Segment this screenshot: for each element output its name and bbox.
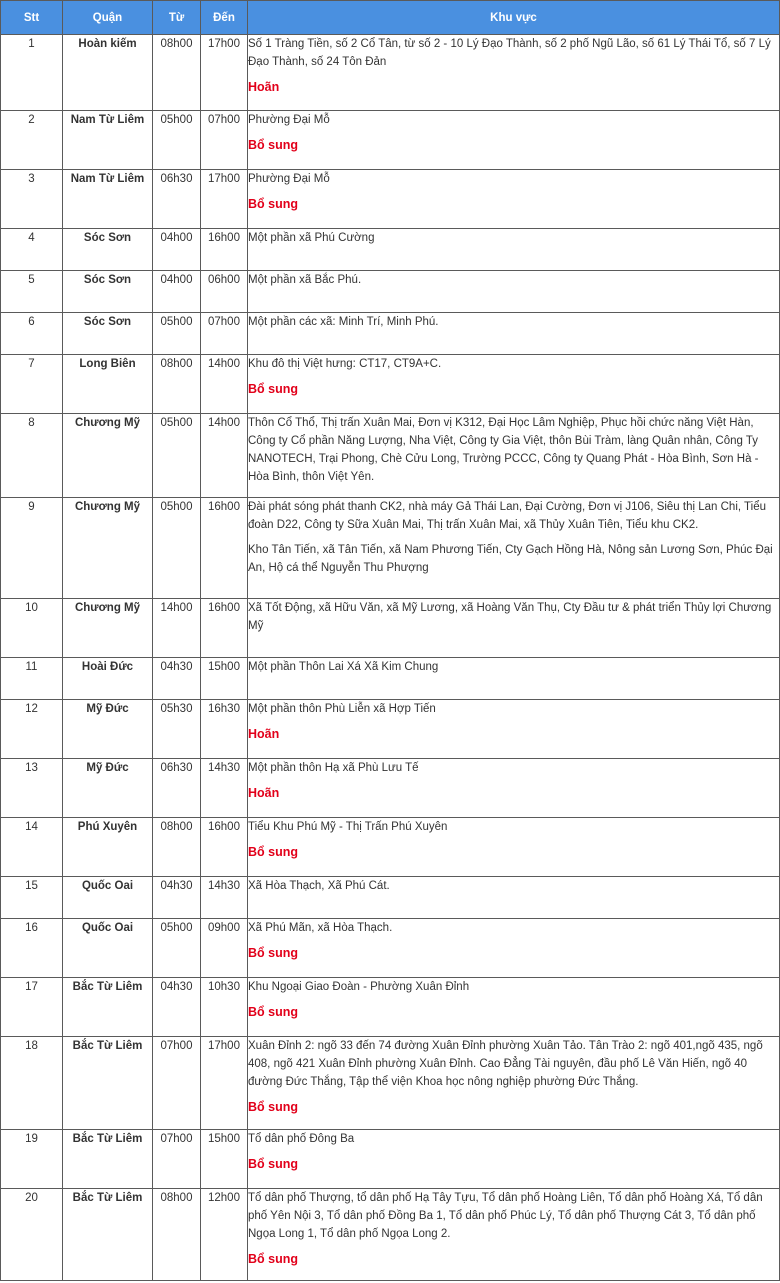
cell-to: 14h30	[201, 877, 248, 919]
cell-area	[248, 978, 780, 1037]
cell-district: Nam Từ Liêm	[63, 170, 153, 229]
cell-stt: 15	[1, 877, 63, 919]
cell-to: 17h00	[201, 1037, 248, 1130]
cell-stt: 7	[1, 355, 63, 414]
cell-to: 16h00	[201, 818, 248, 877]
header-district: Quận	[63, 1, 153, 35]
header-from: Từ	[153, 1, 201, 35]
table-row	[1, 35, 780, 111]
table-row	[1, 700, 780, 759]
cell-stt: 16	[1, 919, 63, 978]
cell-from: 07h00	[153, 1130, 201, 1189]
cell-area	[248, 1037, 780, 1130]
cell-from: 04h30	[153, 877, 201, 919]
cell-to: 10h30	[201, 978, 248, 1037]
cell-stt: 19	[1, 1130, 63, 1189]
cell-from: 04h30	[153, 658, 201, 700]
area-text: Một phần xã Phú Cường	[248, 232, 375, 244]
status-label: Bổ sung	[248, 197, 298, 211]
cell-to: 16h00	[201, 498, 248, 599]
cell-stt: 18	[1, 1037, 63, 1130]
cell-area	[248, 877, 780, 919]
cell-area	[248, 414, 780, 498]
area-text: Một phần thôn Hạ xã Phù Lưu Tế	[248, 762, 419, 774]
cell-area	[248, 700, 780, 759]
header-area: Khu vực	[248, 1, 780, 35]
cell-district: Chương Mỹ	[63, 414, 153, 498]
cell-from: 05h00	[153, 498, 201, 599]
cell-area	[248, 818, 780, 877]
cell-district: Bắc Từ Liêm	[63, 1189, 153, 1281]
cell-district: Long Biên	[63, 355, 153, 414]
cell-district: Bắc Từ Liêm	[63, 978, 153, 1037]
table-row	[1, 229, 780, 271]
cell-to: 06h00	[201, 271, 248, 313]
cell-from: 04h30	[153, 978, 201, 1037]
cell-area	[248, 355, 780, 414]
cell-stt: 13	[1, 759, 63, 818]
cell-from: 05h30	[153, 700, 201, 759]
cell-to: 17h00	[201, 35, 248, 111]
table-row	[1, 170, 780, 229]
table-row	[1, 818, 780, 877]
cell-district: Bắc Từ Liêm	[63, 1130, 153, 1189]
area-text: Kho Tân Tiến, xã Tân Tiến, xã Nam Phương Tiến, Cty Gạch Hồng Hà, Nông sản Lương Sơn, Phúc Đại An, Hộ cá thể Nguyễn Thu Phượng	[248, 544, 773, 574]
table-row	[1, 978, 780, 1037]
cell-from: 05h00	[153, 414, 201, 498]
cell-from: 14h00	[153, 599, 201, 658]
cell-district: Mỹ Đức	[63, 700, 153, 759]
area-text: Phường Đại Mỗ	[248, 173, 330, 185]
cell-district: Sóc Sơn	[63, 271, 153, 313]
table-row	[1, 1130, 780, 1189]
cell-area	[248, 919, 780, 978]
table-row	[1, 919, 780, 978]
cell-area	[248, 658, 780, 700]
cell-district: Mỹ Đức	[63, 759, 153, 818]
status-label: Bổ sung	[248, 138, 298, 152]
table-row	[1, 111, 780, 170]
cell-district: Sóc Sơn	[63, 229, 153, 271]
table-row	[1, 658, 780, 700]
cell-from: 04h00	[153, 271, 201, 313]
cell-from: 05h00	[153, 313, 201, 355]
cell-district: Hoàn kiếm	[63, 35, 153, 111]
cell-area	[248, 35, 780, 111]
cell-district: Phú Xuyên	[63, 818, 153, 877]
table-row	[1, 414, 780, 498]
cell-from: 08h00	[153, 35, 201, 111]
header-to: Đến	[201, 1, 248, 35]
cell-stt: 11	[1, 658, 63, 700]
cell-area	[248, 229, 780, 271]
cell-area	[248, 170, 780, 229]
cell-stt: 20	[1, 1189, 63, 1281]
table-row	[1, 759, 780, 818]
cell-to: 07h00	[201, 313, 248, 355]
area-text: Khu đô thị Việt hưng: CT17, CT9A+C.	[248, 358, 442, 370]
cell-stt: 4	[1, 229, 63, 271]
status-label: Bổ sung	[248, 1005, 298, 1019]
cell-from: 08h00	[153, 355, 201, 414]
cell-district: Hoài Đức	[63, 658, 153, 700]
area-text: Số 1 Tràng Tiền, số 2 Cổ Tân, từ số 2 - 10 Lý Đạo Thành, số 2 phố Ngũ Lão, số 61 Lý Thái Tổ, số 7 Lý Đạo Thành, số 24 Tôn Đản	[248, 38, 771, 68]
area-text: Một phần các xã: Minh Trí, Minh Phú.	[248, 316, 439, 328]
status-label: Hoãn	[248, 727, 280, 741]
cell-to: 14h30	[201, 759, 248, 818]
cell-from: 06h30	[153, 759, 201, 818]
area-text: Một phần thôn Phù Liễn xã Hợp Tiến	[248, 703, 436, 715]
area-text: Một phần Thôn Lai Xá Xã Kim Chung	[248, 661, 439, 673]
cell-to: 16h00	[201, 599, 248, 658]
header-row	[1, 1, 780, 35]
cell-to: 16h30	[201, 700, 248, 759]
cell-area	[248, 498, 780, 599]
cell-stt: 10	[1, 599, 63, 658]
area-text: Tổ dân phố Đông Ba	[248, 1133, 355, 1145]
status-label: Bổ sung	[248, 382, 298, 396]
cell-area	[248, 111, 780, 170]
cell-area	[248, 1130, 780, 1189]
table-row	[1, 599, 780, 658]
table-row	[1, 271, 780, 313]
cell-stt: 12	[1, 700, 63, 759]
status-label: Bổ sung	[248, 946, 298, 960]
cell-district: Quốc Oai	[63, 919, 153, 978]
cell-to: 14h00	[201, 414, 248, 498]
cell-from: 06h30	[153, 170, 201, 229]
cell-district: Chương Mỹ	[63, 498, 153, 599]
cell-from: 05h00	[153, 919, 201, 978]
cell-area	[248, 599, 780, 658]
cell-to: 14h00	[201, 355, 248, 414]
cell-district: Nam Từ Liêm	[63, 111, 153, 170]
area-text: Khu Ngoại Giao Đoàn - Phường Xuân Đỉnh	[248, 981, 470, 993]
cell-stt: 9	[1, 498, 63, 599]
cell-to: 15h00	[201, 1130, 248, 1189]
cell-stt: 2	[1, 111, 63, 170]
status-label: Bổ sung	[248, 1157, 298, 1171]
area-text: Xã Phú Mãn, xã Hòa Thạch.	[248, 922, 393, 934]
table-row	[1, 1037, 780, 1130]
table-row	[1, 1189, 780, 1281]
cell-stt: 1	[1, 35, 63, 111]
cell-to: 07h00	[201, 111, 248, 170]
cell-to: 09h00	[201, 919, 248, 978]
cell-stt: 5	[1, 271, 63, 313]
cell-district: Bắc Từ Liêm	[63, 1037, 153, 1130]
table-row	[1, 498, 780, 599]
cell-stt: 14	[1, 818, 63, 877]
status-label: Bổ sung	[248, 1100, 298, 1114]
cell-area	[248, 313, 780, 355]
cell-stt: 8	[1, 414, 63, 498]
cell-from: 07h00	[153, 1037, 201, 1130]
status-label: Hoãn	[248, 786, 280, 800]
cell-district: Sóc Sơn	[63, 313, 153, 355]
cell-area	[248, 1189, 780, 1281]
cell-district: Quốc Oai	[63, 877, 153, 919]
cell-to: 12h00	[201, 1189, 248, 1281]
table-row	[1, 877, 780, 919]
cell-stt: 17	[1, 978, 63, 1037]
area-text: Phường Đại Mỗ	[248, 114, 330, 126]
cell-to: 17h00	[201, 170, 248, 229]
cell-from: 04h00	[153, 229, 201, 271]
area-text: Tổ dân phố Thượng, tổ dân phố Hạ Tây Tựu, Tổ dân phố Hoàng Liên, Tổ dân phố Hoàng Xá, Tổ dân phố Yên Nội 3, Tổ dân phố Đồng Ba 1, Tổ dân phố Phúc Lý, Tổ dân phố Thượng Cát 3, Tổ dân phố Ngọa Long 1, Tổ dân phố Ngọa Long 2.	[248, 1192, 763, 1240]
cell-district: Chương Mỹ	[63, 599, 153, 658]
table-row	[1, 313, 780, 355]
cell-area	[248, 759, 780, 818]
header-stt: Stt	[1, 1, 63, 35]
status-label: Bổ sung	[248, 1252, 298, 1266]
area-text: Xã Tốt Động, xã Hữu Văn, xã Mỹ Lương, xã Hoàng Văn Thụ, Cty Đầu tư & phát triển Thủy lợi Chương Mỹ	[248, 602, 772, 632]
table-row	[1, 355, 780, 414]
cell-stt: 6	[1, 313, 63, 355]
area-text: Thôn Cổ Thổ, Thị trấn Xuân Mai, Đơn vị K312, Đại Học Lâm Nghiệp, Phục hồi chức năng Việt Hàn, Công ty Cổ phần Năng Lượng, Nha Việt, Công ty Gia Việt, thôn Bùi Tràm, làng Quân nhân, Công Ty NANOTECH, Trại Phong, Chè Cửu Long, Trường PCCC, Công ty Quang Phát - Hòa Bình, Sơn Hà - Hòa Bình, thôn Việt Yên.	[248, 417, 759, 483]
cell-from: 05h00	[153, 111, 201, 170]
area-text: Một phần xã Bắc Phú.	[248, 274, 362, 286]
cell-to: 16h00	[201, 229, 248, 271]
status-label: Hoãn	[248, 80, 280, 94]
area-text: Đài phát sóng phát thanh CK2, nhà máy Gả Thái Lan, Đại Cường, Đơn vị J106, Siêu thị Lan Chi, Tiểu đoàn D22, Công ty Sữa Xuân Mai, Thị trấn Xuân Mai, xã Thủy Xuân Tiên, Tiểu khu CK2.	[248, 501, 767, 531]
cell-from: 08h00	[153, 1189, 201, 1281]
status-label: Bổ sung	[248, 845, 298, 859]
cell-area	[248, 271, 780, 313]
cell-from: 08h00	[153, 818, 201, 877]
cell-stt: 3	[1, 170, 63, 229]
area-text: Xã Hòa Thạch, Xã Phú Cát.	[248, 880, 390, 892]
area-text: Xuân Đỉnh 2: ngõ 33 đến 74 đường Xuân Đỉnh phường Xuân Tảo. Tân Trào 2: ngõ 401,ngõ 435, ngõ 408, ngõ 421 Xuân Đỉnh phường Xuân Đỉnh. Cao Đẳng Tài nguyên, đầu phố Lê Văn Hiến, ngõ 40 đường Đức Thắng, Tập thể viện Khoa học nông nghiệp phường Đức Thắng.	[248, 1040, 763, 1088]
area-text: Tiểu Khu Phú Mỹ - Thị Trấn Phú Xuyên	[248, 821, 448, 833]
cell-to: 15h00	[201, 658, 248, 700]
